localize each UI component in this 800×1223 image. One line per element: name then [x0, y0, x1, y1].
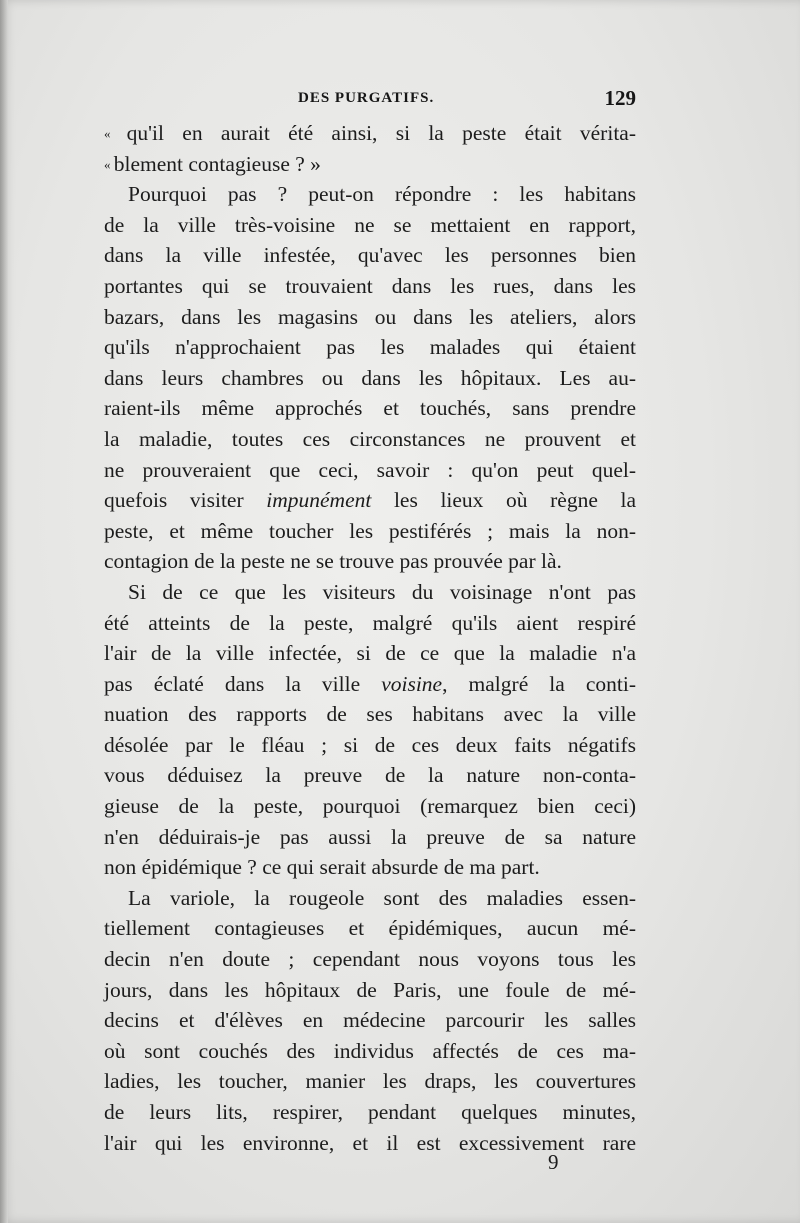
- text-line-with-italic: [104, 669, 636, 700]
- text-line: l'air qui les environne, et il est excessivement rare: [104, 1130, 636, 1155]
- text-line: nuation des rapports de ses habitans avec la ville: [104, 702, 636, 727]
- text-line: vous déduisez la preuve de la nature non-conta-: [104, 763, 636, 788]
- text-line: portantes qui se trouvaient dans les rues, dans les: [104, 273, 636, 298]
- text-segment: quefois visiter: [104, 488, 244, 513]
- text-line: bazars, dans les magasins ou dans les ateliers, alors: [104, 304, 636, 329]
- text-line: été atteints de la peste, malgré qu'ils aient respiré: [104, 610, 636, 635]
- text-line: decins et d'élèves en médecine parcourir les salles: [104, 1008, 636, 1033]
- text-line: n'en déduirais-je pas aussi la preuve de sa nature: [104, 824, 636, 849]
- text-line: non épidémique ? ce qui serait absurde de ma part.: [104, 855, 540, 880]
- text-line: peste, et même toucher les pestiférés ; mais la non-: [104, 518, 636, 543]
- text-line: la maladie, toutes ces circonstances ne prouvent et: [104, 426, 636, 451]
- italic-word: impunément: [266, 488, 372, 513]
- text-line-with-italic: [104, 485, 636, 516]
- text-line: de leurs lits, respirer, pendant quelques minutes,: [104, 1100, 636, 1124]
- running-head: [104, 88, 636, 112]
- text-line: contagion de la peste ne se trouve pas prouvée par là.: [104, 549, 562, 574]
- text-segment: , malgré la conti-: [442, 671, 637, 696]
- paragraph-first-line: La variole, la rougeole sont des maladies essen-: [128, 885, 636, 910]
- text-line: raient-ils même approchés et touchés, sans prendre: [104, 396, 636, 421]
- text-line: l'air de la ville infectée, si de ce que la maladie n'a: [104, 641, 636, 666]
- text-segment: pas éclaté dans la ville: [104, 671, 361, 696]
- body-text: [104, 118, 636, 1158]
- text-line: dans leurs chambres ou dans les hôpitaux. Les au-: [104, 365, 636, 390]
- italic-word: voisine: [381, 671, 443, 696]
- text-line: gieuse de la peste, pourquoi (remarquez bien ceci): [104, 794, 636, 819]
- paragraph-first-line: Si de ce que les visiteurs du voisinage n'ont pas: [128, 579, 636, 604]
- text-line: dans la ville infestée, qu'avec les personnes bien: [104, 243, 636, 268]
- text-line: tiellement contagieuses et épidémiques, aucun mé-: [104, 916, 636, 941]
- page-gutter-shadow: [0, 0, 8, 1223]
- text-line: jours, dans les hôpitaux de Paris, une foule de mé-: [104, 977, 636, 1002]
- signature-mark: 9: [548, 1150, 559, 1174]
- text-line: qu'ils n'approchaient pas les malades qui étaient: [104, 335, 636, 360]
- text-line: où sont couchés des individus affectés de ces ma-: [104, 1038, 636, 1063]
- text-line: « qu'il en aurait été ainsi, si la peste était vérita-: [104, 118, 636, 149]
- running-title: DES PURGATIFS.: [298, 90, 435, 106]
- text-line: de la ville très-voisine ne se mettaient en rapport,: [104, 212, 636, 237]
- text-line: ladies, les toucher, manier les draps, les couvertures: [104, 1069, 636, 1094]
- page-number: 129: [604, 86, 636, 110]
- text-line: « blement contagieuse ? »: [104, 149, 636, 180]
- text-segment: les lieux où règne la: [393, 488, 636, 513]
- paragraph-first-line: Pourquoi pas ? peut-on répondre : les habitans: [128, 182, 636, 207]
- text-line: ne prouveraient que ceci, savoir : qu'on peut quel-: [104, 457, 636, 482]
- text-line: désolée par le fléau ; si de ces deux faits négatifs: [104, 732, 636, 757]
- text-line: decin n'en doute ; cependant nous voyons tous les: [104, 947, 636, 972]
